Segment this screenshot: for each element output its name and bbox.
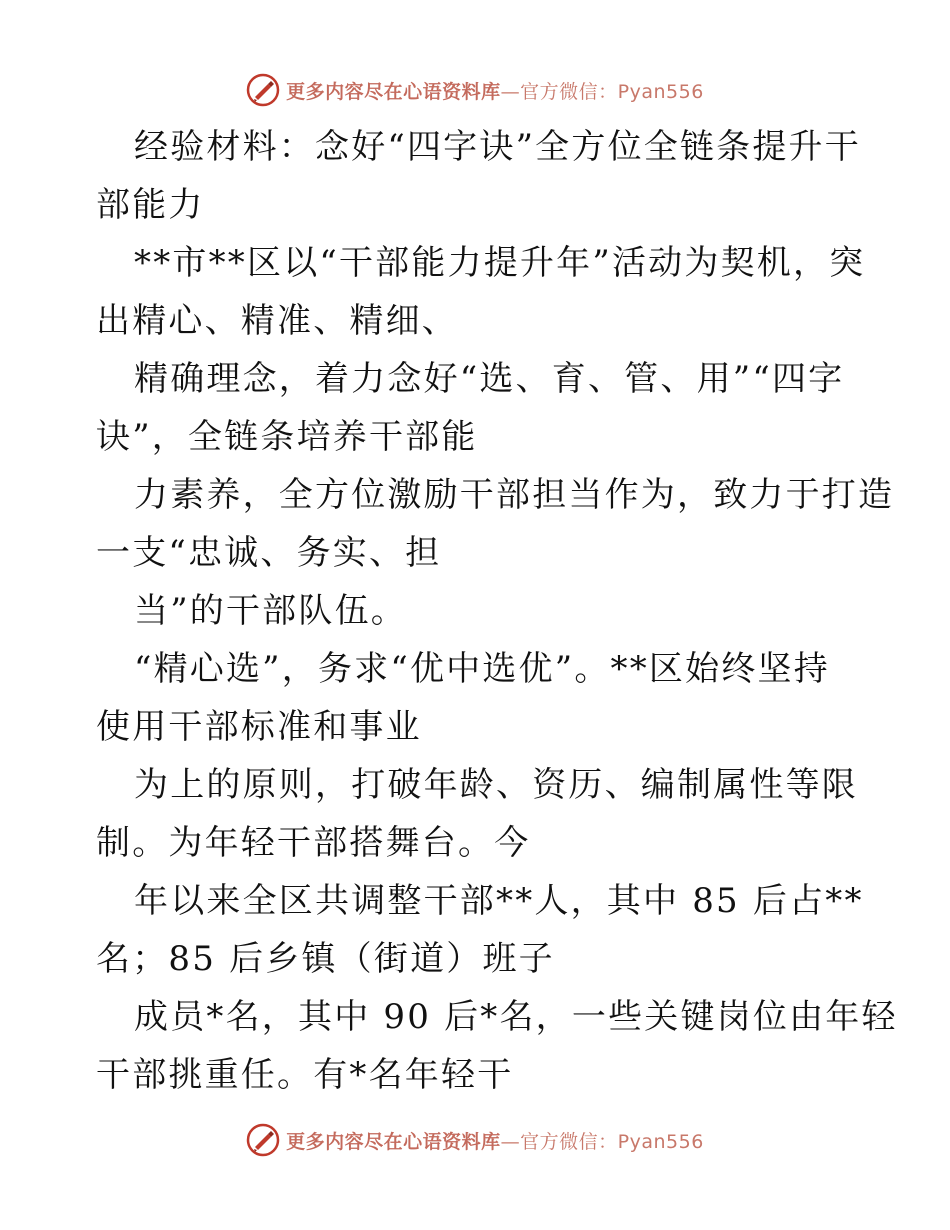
text-line: 部能力 <box>96 185 205 225</box>
banner-wechat: 官方微信：Pyan556 <box>520 80 704 103</box>
banner-text <box>286 77 704 104</box>
header-banner <box>0 70 950 110</box>
footer-banner <box>0 1120 950 1160</box>
banner-brand: 更多内容尽在心语资料库 <box>286 1130 501 1153</box>
text-line: “精心选”，务求“优中选优”。**区始终坚持 <box>134 649 830 689</box>
text-line: 使用干部标准和事业 <box>96 707 422 747</box>
header-banner-inner <box>246 73 704 107</box>
banner-separator: — <box>500 80 521 103</box>
text-line: 名；85 后乡镇（街道）班子 <box>96 939 555 979</box>
text-line: 精确理念，着力念好“选、育、管、用”“四字 <box>134 359 845 399</box>
document-body <box>96 118 898 1104</box>
banner-separator: — <box>500 1130 521 1153</box>
footer-banner-inner <box>246 1123 704 1157</box>
text-line: 制。为年轻干部搭舞台。今 <box>96 823 531 863</box>
text-line: 成员*名，其中 90 后*名，一些关键岗位由年轻 <box>134 997 898 1037</box>
banner-brand: 更多内容尽在心语资料库 <box>286 80 501 103</box>
text-line: 出精心、精准、精细、 <box>96 301 458 341</box>
library-logo-icon <box>246 1123 280 1157</box>
banner-wechat: 官方微信：Pyan556 <box>520 1130 704 1153</box>
banner-text <box>286 1127 704 1154</box>
text-line: 诀”，全链条培养干部能 <box>96 417 478 457</box>
text-line: 当”的干部队伍。 <box>134 591 407 631</box>
text-line: **市**区以“干部能力提升年”活动为契机，突 <box>134 243 866 283</box>
text-line: 力素养，全方位激励干部担当作为，致力于打造 <box>134 475 895 515</box>
text-line: 为上的原则，打破年龄、资历、编制属性等限 <box>134 765 858 805</box>
text-line: 年以来全区共调整干部**人，其中 85 后占** <box>134 881 864 921</box>
text-line: 一支“忠诚、务实、担 <box>96 533 442 573</box>
library-logo-icon <box>246 73 280 107</box>
text-line: 干部挑重任。有*名年轻干 <box>96 1055 514 1095</box>
text-line: 经验材料：念好“四字诀”全方位全链条提升干 <box>134 127 861 167</box>
